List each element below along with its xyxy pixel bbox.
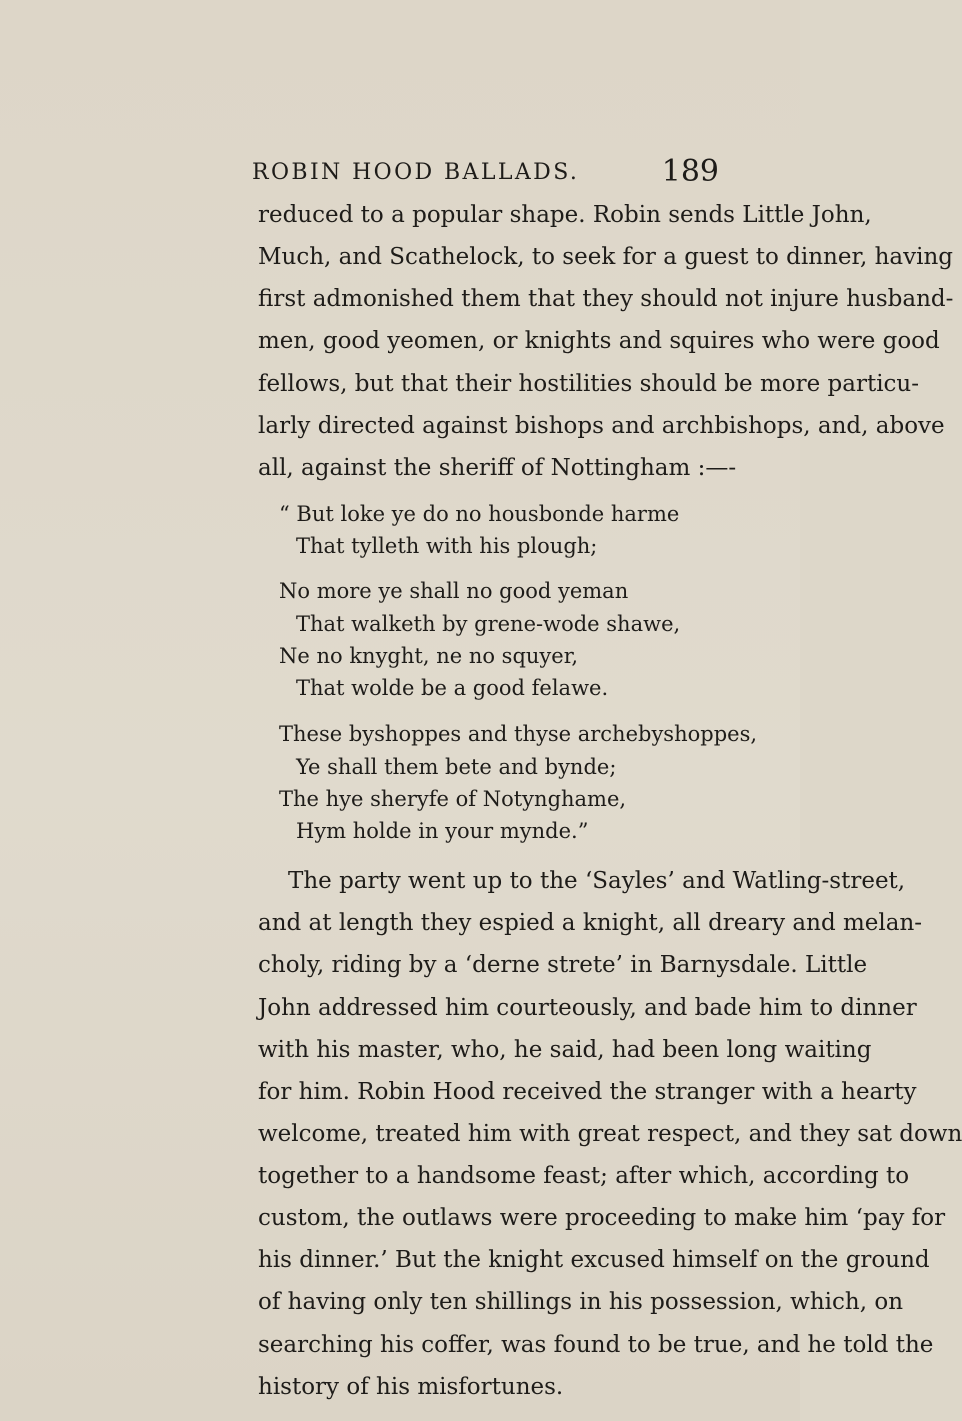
verse-line: “ But loke ye do no housbonde harme bbox=[279, 501, 680, 526]
verse-line: Ne no knyght, ne no squyer, bbox=[279, 643, 579, 668]
text-line: fellows, but that their hostilities should be more particu- bbox=[258, 370, 920, 397]
text-line: history of his misfortunes. bbox=[258, 1373, 564, 1400]
text-line: with his master, who, he said, had been long waiting bbox=[258, 1036, 872, 1063]
text-line: John addressed him courteously, and bade him to dinner bbox=[258, 994, 917, 1021]
verse-line: That tylleth with his plough; bbox=[296, 534, 598, 559]
verse-line: That wolde be a good felawe. bbox=[296, 676, 609, 701]
verse-line: The hye sheryfe of Notynghame, bbox=[279, 786, 627, 811]
text-line: custom, the outlaws were proceeding to make him ‘pay for bbox=[258, 1205, 946, 1232]
text-line: The party went up to the ‘Sayles’ and Watling-street, bbox=[288, 868, 906, 895]
text-line: Much, and Scathelock, to seek for a guest to dinner, having bbox=[258, 244, 953, 271]
verse-line: That walketh by grene-wode shawe, bbox=[296, 611, 681, 636]
text-line: men, good yeomen, or knights and squires who were good bbox=[258, 328, 940, 355]
text-line: his dinner.’ But the knight excused himself on the ground bbox=[258, 1247, 930, 1274]
text-line: reduced to a popular shape. Robin sends Little John, bbox=[258, 202, 872, 228]
text-line: welcome, treated him with great respect, and they sat down bbox=[258, 1120, 962, 1147]
running-head: ROBIN HOOD BALLADS. bbox=[252, 160, 580, 185]
page-header bbox=[252, 154, 752, 194]
text-line: searching his coffer, was found to be true, and he told the bbox=[258, 1331, 934, 1358]
text-line: and at length they espied a knight, all dreary and melan- bbox=[258, 910, 923, 937]
text-line: of having only ten shillings in his possession, which, on bbox=[258, 1289, 904, 1316]
text-line: for him. Robin Hood received the stranger with a hearty bbox=[258, 1078, 917, 1105]
text-line: together to a handsome feast; after which, according to bbox=[258, 1163, 910, 1189]
text-line: larly directed against bishops and archbishops, and, above bbox=[258, 412, 945, 439]
text-line: first admonished them that they should not injure husband- bbox=[258, 286, 954, 313]
verse-line: These byshoppes and thyse archebyshoppes, bbox=[279, 722, 758, 747]
page-number: 189 bbox=[661, 154, 719, 189]
verse-line: Hym holde in your mynde.” bbox=[296, 819, 589, 844]
text-line: all, against the sheriff of Nottingham :—- bbox=[258, 454, 737, 481]
verse-line: No more ye shall no good yeman bbox=[279, 579, 629, 604]
text-line: choly, riding by a ‘derne strete’ in Barnysdale. Little bbox=[258, 952, 868, 979]
verse-line: Ye shall them bete and bynde; bbox=[296, 754, 617, 779]
